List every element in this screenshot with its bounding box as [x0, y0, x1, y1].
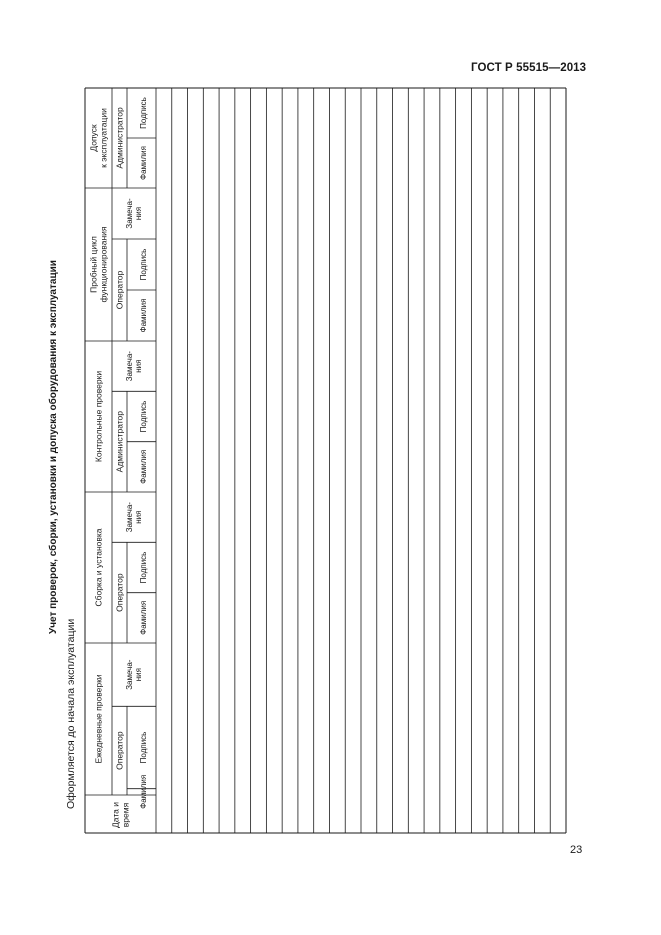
column-label-signature: Подпись: [139, 551, 148, 584]
group-title: Пробный цикл: [88, 236, 99, 293]
group-title: Контрольные проверки: [93, 370, 104, 463]
group-title: Допуск: [88, 124, 99, 152]
column-label-signature: Подпись: [139, 97, 148, 129]
column-label-signature: Подпись: [139, 731, 148, 764]
role-label: Оператор: [114, 270, 125, 310]
date-header: время: [120, 802, 131, 828]
role-label: Администратор: [114, 411, 125, 473]
column-label-remarks: ния: [134, 510, 144, 524]
column-label-signature: Подпись: [139, 248, 148, 281]
column-label-surname: Фамилия: [139, 600, 148, 635]
role-label: Администратор: [114, 107, 125, 169]
group-title: к эксплуатации: [98, 108, 109, 168]
form-subtitle: Оформляется до начала эксплуатации: [65, 618, 77, 809]
column-label-remarks: Замеча-: [124, 659, 134, 690]
column-label-remarks: ния: [134, 359, 144, 373]
role-label: Оператор: [114, 573, 125, 612]
column-label-surname: Фамилия: [139, 298, 148, 333]
column-label-remarks: Замеча-: [124, 502, 134, 533]
column-label-remarks: ния: [134, 668, 144, 682]
column-label-remarks: ния: [134, 206, 144, 221]
group-title: Ежедневные проверки: [93, 674, 104, 764]
page-number: 23: [570, 844, 583, 856]
group-title: функционирования: [98, 226, 109, 303]
date-header: Дата и: [110, 802, 121, 828]
column-label-surname: Фамилия: [139, 774, 148, 809]
standard-number: ГОСТ Р 55515—2013: [471, 62, 587, 74]
column-label-signature: Подпись: [139, 400, 148, 433]
column-label-surname: Фамилия: [139, 449, 148, 484]
column-label-remarks: Замеча-: [124, 198, 134, 229]
form-title: Учет проверок, сборки, установки и допуска оборудования к эксплуатации: [47, 260, 59, 634]
group-title: Сборка и установка: [93, 528, 104, 607]
column-label-surname: Фамилия: [139, 146, 148, 180]
role-label: Оператор: [114, 731, 125, 770]
column-label-remarks: Замеча-: [124, 351, 134, 382]
